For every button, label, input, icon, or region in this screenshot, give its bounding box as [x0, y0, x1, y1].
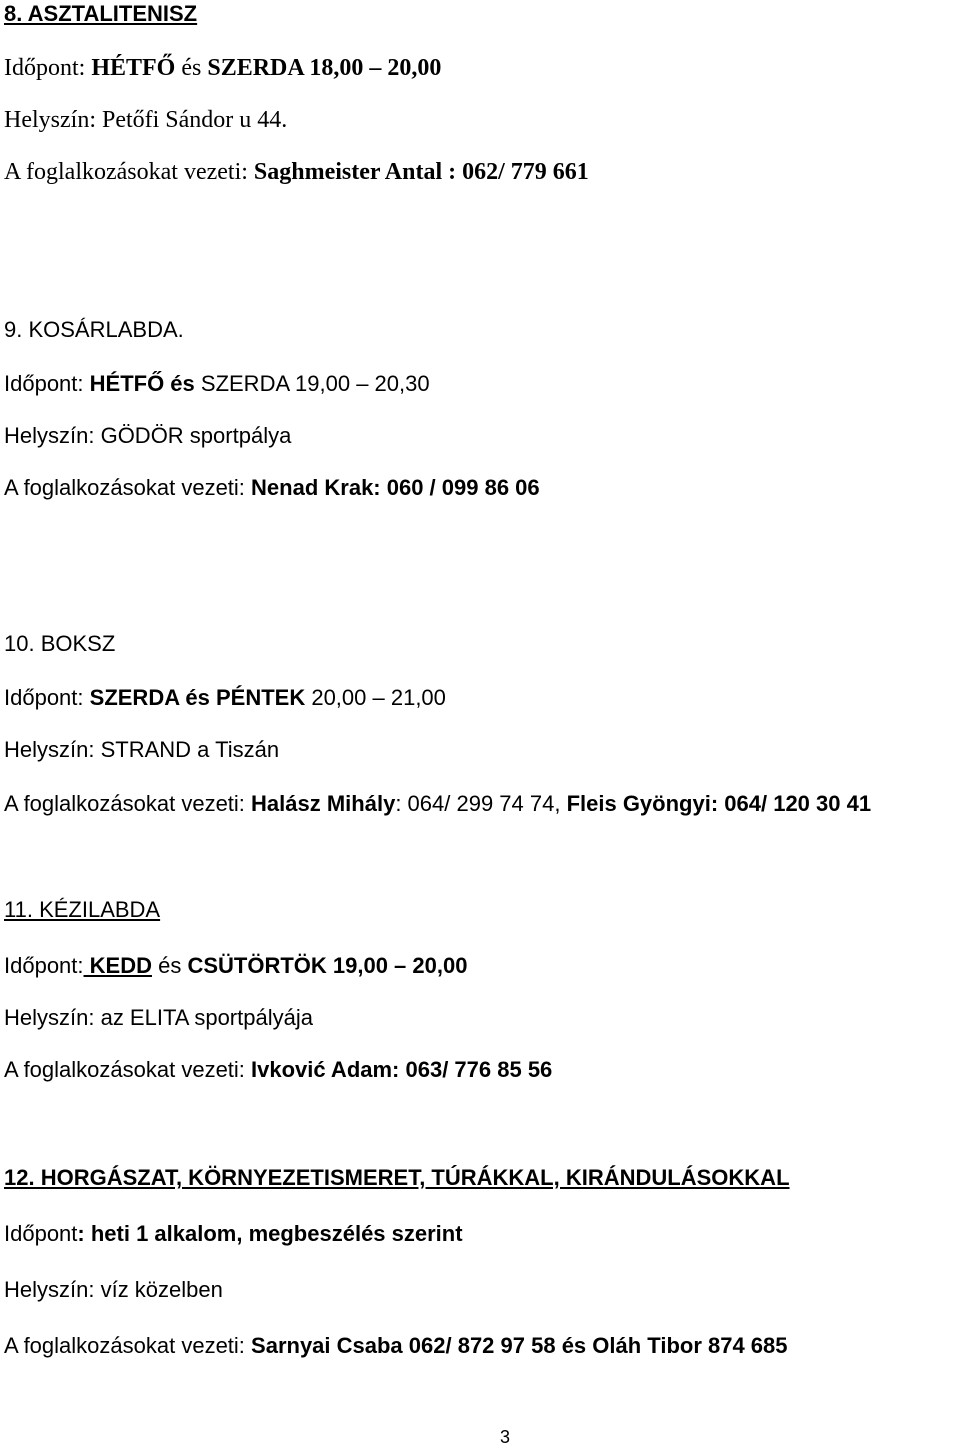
time-value: HÉTFŐ [91, 55, 176, 81]
section-9-time [4, 370, 430, 398]
page-number: 3 [500, 1427, 511, 1447]
time-label: Időpont: [4, 55, 92, 81]
section-8-place: Helyszín: Petőfi Sándor u 44. [4, 107, 288, 133]
time-value-2: SZERDA 18,00 – 20,00 [207, 55, 442, 81]
section-11-leader [4, 1056, 552, 1084]
time-value: : heti 1 alkalom, megbeszélés szerint [77, 1221, 463, 1246]
section-12-place: Helyszín: víz közelben [4, 1277, 223, 1302]
section-9-heading: 9. KOSÁRLABDA. [4, 317, 184, 342]
section-10-heading: 10. BOKSZ [4, 631, 116, 656]
section-10-time [4, 684, 446, 712]
time-and: és [151, 953, 188, 978]
time-value-2: CSÜTÖRTÖK 19,00 – 20,00 [187, 953, 468, 978]
leader-label: A foglalkozásokat vezeti: [4, 1333, 252, 1358]
leader-value: Sarnyai Csaba 062/ 872 97 58 és Oláh Tibor 874 685 [251, 1333, 788, 1358]
leader-label: A foglalkozásokat vezeti: [4, 791, 252, 816]
time-and: és [175, 55, 208, 81]
section-11-time [4, 952, 467, 980]
leader-value: Saghmeister Antal : 062/ 779 661 [253, 159, 589, 185]
time-label: Időpont: [4, 371, 90, 396]
section-10-place: Helyszín: STRAND a Tiszán [4, 737, 280, 762]
section-8-heading: 8. ASZTALITENISZ [4, 1, 198, 26]
time-value: HÉTFŐ és [89, 371, 195, 396]
time-value-2: SZERDA 19,00 – 20,30 [194, 371, 430, 396]
section-8-leader [4, 158, 589, 186]
section-10-leader [4, 790, 871, 818]
time-label: Időpont [4, 1221, 78, 1246]
section-9-place: Helyszín: GÖDÖR sportpálya [4, 423, 292, 448]
leader-name-1: Halász Mihály [251, 791, 396, 816]
time-label: Időpont: [4, 953, 84, 978]
time-value-2: 20,00 – 21,00 [305, 685, 446, 710]
leader-name-2: Fleis Gyöngyi: 064/ 120 30 41 [566, 791, 872, 816]
time-value: SZERDA és PÉNTEK [89, 685, 306, 710]
leader-label: A foglalkozásokat vezeti: [4, 475, 252, 500]
section-12-heading: 12. HORGÁSZAT, KÖRNYEZETISMERET, TÚRÁKKAL, KIRÁNDULÁSOKKAL [4, 1165, 790, 1190]
leader-value: Ivković Adam: 063/ 776 85 56 [251, 1057, 553, 1082]
leader-phone-1: : 064/ 299 74 74, [395, 791, 567, 816]
time-value: KEDD [83, 953, 152, 978]
time-label: Időpont: [4, 685, 90, 710]
leader-label: A foglalkozásokat vezeti: [4, 1057, 252, 1082]
section-12-time [4, 1220, 463, 1248]
section-8-time [4, 54, 441, 82]
section-12-leader [4, 1332, 788, 1360]
section-11-place: Helyszín: az ELITA sportpályája [4, 1005, 313, 1030]
leader-value: Nenad Krak: 060 / 099 86 06 [251, 475, 540, 500]
section-9-leader [4, 474, 540, 502]
section-11-heading: 11. KÉZILABDA [4, 897, 161, 922]
leader-label: A foglalkozásokat vezeti: [4, 159, 254, 185]
